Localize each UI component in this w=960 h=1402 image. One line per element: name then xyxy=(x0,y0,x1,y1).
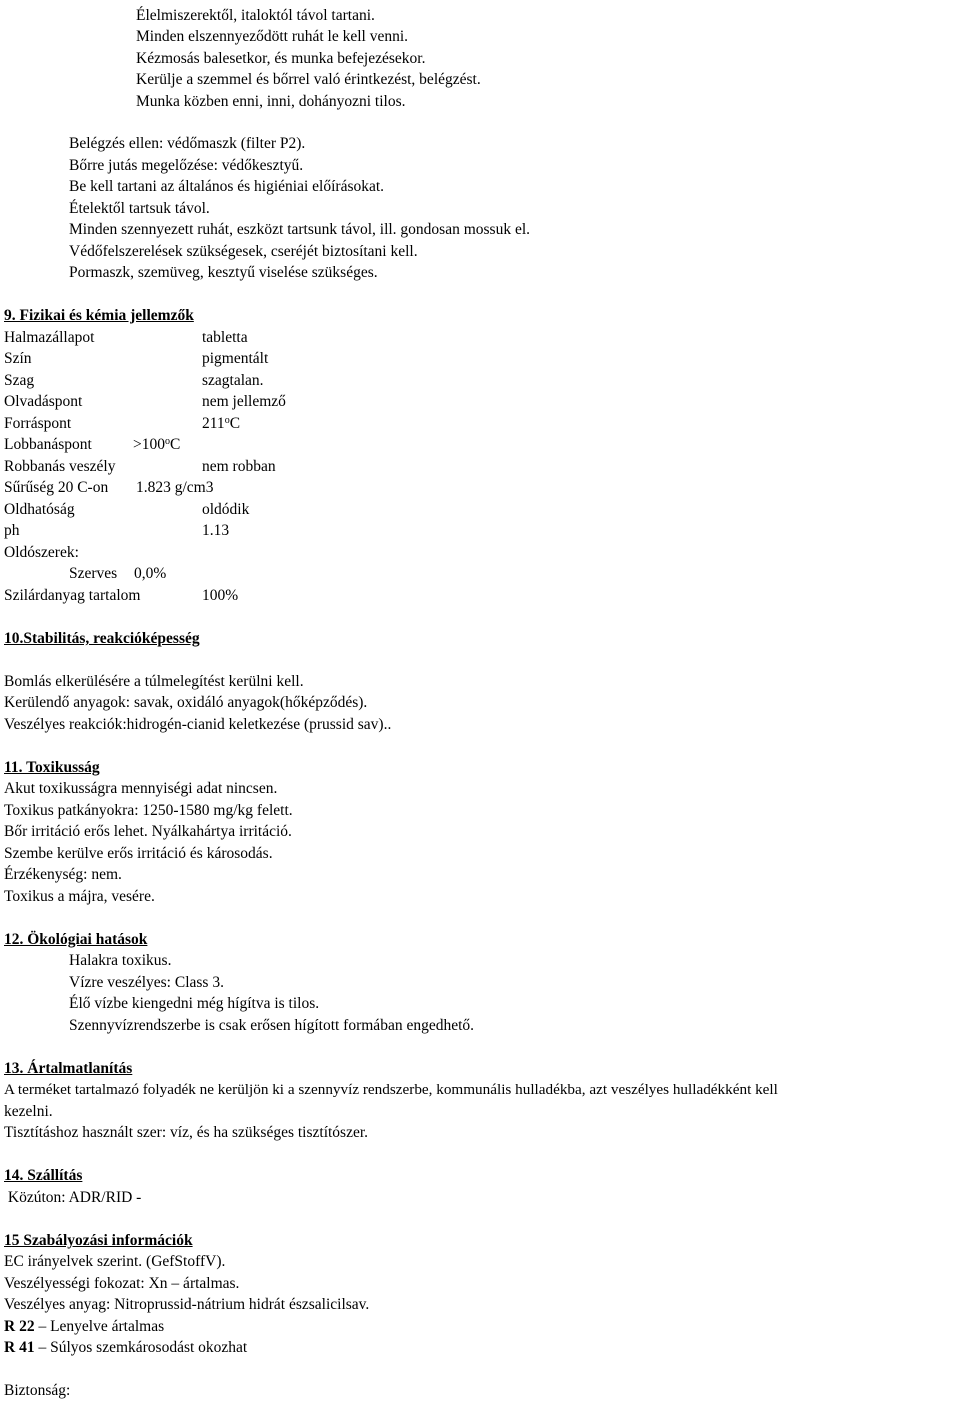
protection-line: Belégzés ellen: védőmaszk (filter P2). xyxy=(69,135,306,152)
section-11-line: Érzékenység: nem. xyxy=(4,866,122,883)
r-phrase-text: – Súlyos szemkárosodást okozhat xyxy=(34,1339,248,1356)
prop-unit: C xyxy=(170,436,181,453)
hygiene-line: Kézmosás balesetkor, és munka befejezésekor. xyxy=(136,50,426,67)
protection-line: Be kell tartani az általános és higiéniai előírásokat. xyxy=(69,178,385,195)
prop-label: Szilárdanyag tartalom xyxy=(4,587,141,604)
section-12-heading: 12. Ökológiai hatások xyxy=(4,931,148,948)
section-14-line: Közúton: ADR/RID - xyxy=(4,1189,142,1206)
prop-label: Halmazállapot xyxy=(4,329,95,346)
prop-value: 0,0% xyxy=(134,565,167,582)
prop-value: 100% xyxy=(202,587,239,604)
prop-value: 1.13 xyxy=(202,522,230,539)
prop-label: Lobbanáspont xyxy=(4,436,92,453)
section-10-line: Kerülendő anyagok: savak, oxidáló anyagok(hőképződés). xyxy=(4,694,368,711)
section-10-line: Veszélyes reakciók:hidrogén-cianid keletkezése (prussid sav).. xyxy=(4,716,392,733)
protection-line: Bőrre jutás megelőzése: védőkesztyű. xyxy=(69,157,304,174)
footer-label: Biztonság: xyxy=(4,1382,71,1399)
prop-label: Szag xyxy=(4,372,35,389)
protection-line: Minden szennyezett ruhát, eszközt tartsunk távol, ill. gondosan mossuk el. xyxy=(69,221,531,238)
section-15-heading: 15 Szabályozási információk xyxy=(4,1232,193,1249)
prop-label: Szín xyxy=(4,350,32,367)
hygiene-line: Élelmiszerektől, italoktól távol tartani. xyxy=(136,7,375,24)
section-13-line: kezelni. xyxy=(4,1103,53,1120)
prop-label: Oldhatóság xyxy=(4,501,75,518)
hygiene-line: Minden elszennyeződött ruhát le kell venni. xyxy=(136,28,409,45)
prop-value xyxy=(133,435,180,454)
prop-label: Sűrűség 20 C-on xyxy=(4,479,109,496)
prop-number: 211 xyxy=(202,415,225,432)
protection-line: Védőfelszerelések szükségesek, cseréjét biztosítani kell. xyxy=(69,243,418,260)
r-phrase-text: – Lenyelve ártalmas xyxy=(34,1318,165,1335)
section-11-line: Toxikus patkányokra: 1250-1580 mg/kg felett. xyxy=(4,802,293,819)
section-11-line: Akut toxikusságra mennyiségi adat nincsen. xyxy=(4,780,278,797)
section-12-line: Szennyvízrendszerbe is csak erősen hígított formában engedhető. xyxy=(69,1017,475,1034)
section-11-heading: 11. Toxikusság xyxy=(4,759,100,776)
hygiene-line: Munka közben enni, inni, dohányozni tilos. xyxy=(136,93,406,110)
section-15-line: Veszélyességi fokozat: Xn – ártalmas. xyxy=(4,1275,240,1292)
section-10-line: Bomlás elkerülésére a túlmelegítést kerülni kell. xyxy=(4,673,304,690)
section-15-line: EC irányelvek szerint. (GefStoffV). xyxy=(4,1253,226,1270)
prop-label: ph xyxy=(4,522,20,539)
section-11-line: Bőr irritáció erős lehet. Nyálkahártya irritáció. xyxy=(4,823,292,840)
prop-value: pigmentált xyxy=(202,350,269,367)
section-13-line: A terméket tartalmazó folyadék ne kerüljön ki a szennyvíz rendszerbe, kommunális hulladékba, azt veszélyes hulladékként kell xyxy=(4,1081,778,1098)
prop-value: 1.823 g/cm3 xyxy=(136,479,214,496)
section-14-heading: 14. Szállítás xyxy=(4,1167,83,1184)
section-11-line: Toxikus a májra, vesére. xyxy=(4,888,155,905)
section-12-line: Vízre veszélyes: Class 3. xyxy=(69,974,224,991)
r-phrase-code: R 22 xyxy=(4,1318,35,1335)
section-13-line: Tisztításhoz használt szer: víz, és ha szükséges tisztítószer. xyxy=(4,1124,369,1141)
prop-label: Robbanás veszély xyxy=(4,458,116,475)
degree-sup: o xyxy=(165,436,170,447)
prop-unit: C xyxy=(229,415,241,432)
prop-value: szagtalan. xyxy=(202,372,264,389)
hygiene-line: Kerülje a szemmel és bőrrel való érintkezést, belégzést. xyxy=(136,71,481,88)
section-12-line: Halakra toxikus. xyxy=(69,952,172,969)
prop-value: tabletta xyxy=(202,329,248,346)
section-12-line: Élő vízbe kiengedni még hígítva is tilos. xyxy=(69,995,320,1012)
prop-label: Szerves xyxy=(69,565,118,582)
prop-value: oldódik xyxy=(202,501,250,518)
prop-label: Olvadáspont xyxy=(4,393,83,410)
section-11-line: Szembe kerülve erős irritáció és károsodás. xyxy=(4,845,273,862)
r-phrase xyxy=(4,1338,247,1357)
prop-value xyxy=(202,414,240,433)
prop-label: Forráspont xyxy=(4,415,72,432)
prop-number: >100 xyxy=(133,436,165,453)
protection-line: Ételektől tartsuk távol. xyxy=(69,200,210,217)
r-phrase-code: R 41 xyxy=(4,1339,35,1356)
r-phrase xyxy=(4,1317,164,1336)
section-9-heading: 9. Fizikai és kémia jellemzők xyxy=(4,307,194,324)
prop-value: nem jellemző xyxy=(202,393,286,410)
section-13-heading: 13. Ártalmatlanítás xyxy=(4,1060,133,1077)
protection-line: Pormaszk, szemüveg, kesztyű viselése szükséges. xyxy=(69,264,378,281)
degree-sup: o xyxy=(224,415,230,426)
section-15-line: Veszélyes anyag: Nitroprussid-nátrium hidrát észsalicilsav. xyxy=(4,1296,370,1313)
prop-value: nem robban xyxy=(202,458,276,475)
prop-label: Oldószerek: xyxy=(4,544,79,561)
section-10-heading: 10.Stabilitás, reakcióképesség xyxy=(4,630,200,647)
